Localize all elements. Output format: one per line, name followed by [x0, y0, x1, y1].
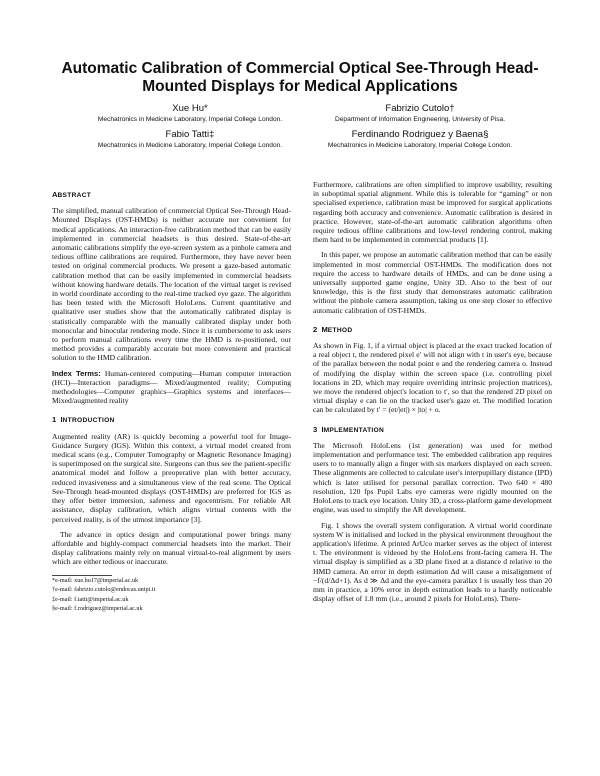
- paragraph: Fig. 1 shows the overall system configuration. A virtual world coordinate system W is initialised and locked in the physical environment throughout the application's lifetime. A printed ArUco marker serves as the object of interest t. The environment is videoed by the HoloLens front-facing camera H. The virtual display is simplified as a 3D plane fixed at a distance d relative to the HMD camera. An error in depth estimation Δd will cause a misalignment of −f/(d/Δd+1). As d ≫ Δd and the eye-camera parallax l is usually less than 20 mm in practice, a 10% error in depth estimation leads to a hardly noticeable display offset of 1.8 mm (i.e., around 2 pixels for HoloLens). There-: [313, 520, 552, 604]
- author-affiliation: Mechatronics in Medicine Laboratory, Imperial College London.: [97, 116, 283, 123]
- author-name: Fabrizio Cutolo†: [385, 103, 455, 114]
- section-heading-implementation: 3 IMPLEMENTATION: [313, 424, 385, 434]
- author-name: Xue Hu*: [172, 103, 208, 114]
- author-affiliation: Department of Information Engineering, University of Pisa.: [334, 116, 506, 123]
- abstract-text: The simplified, manual calibration of commercial Optical See-Through Head-Mounted Displays (OST-HMDs) is neither accurate nor convenient for medical applications. An interaction-free calibration method that can be easily implemented in commercial headsets is thus desired. State-of-the-art automatic calibrations simplify the eye-screen system as a pinhole camera and tedious offline calibrations are required. Furthermore, they have never been tested on original commercial products. We present a gaze-based automatic calibration method that can be easily implemented in commercial headsets without knowing hardware details. The location of the virtual target is revised in world coordinate according to the real-time tracked eye gaze. The algorithm has been tested with the Microsoft HoloLens. Current quantitative and qualitative user studies show that the automatically calibrated display is statistically comparable with the manually calibrated display under both monocular and binocular rendering mode. Since it is cumbersome to ask users to perform manual calibrations every time the HMD is re-positioned, our method provides a comparably accurate but more convenient and practical solution to the HMD calibration.: [52, 206, 291, 363]
- section-heading-method: 2 METHOD: [313, 324, 353, 334]
- author-affiliation: Mechatronics in Medicine Laboratory, Imperial College London.: [97, 142, 283, 149]
- paragraph: Furthermore, calibrations are often simplified to improve usability, resulting in suboptimal spatial alignment. While this is tolerable for “gaming” or non specialised experience, calibration must be improved for surgical applications regarding both accuracy and convenience. Automatic calibration is desired in practice. However, state-of-the-art automatic calibration algorithms often require tedious offline calibrations and low-level rendering control, making them hard to be implemented in commercial products [1].: [313, 180, 552, 245]
- footnote: *e-mail: xue.hu17@imperial.ac.uk: [52, 576, 139, 584]
- paragraph: The advance in optics design and computational power brings many affordable and highly-compact commercial headsets into the market. Their display calibrations mainly rely on manual virtual-to-real alignment by users which are either tedious or inaccurate.: [52, 529, 291, 567]
- index-terms-label: Index Terms:: [52, 368, 101, 378]
- paragraph: Augmented reality (AR) is quickly becoming a powerful tool for Image-Guidance Surgery (IGS). Within this context, a virtual model created from medical scans (e.g., Computer Tomography or Magnetic Resonance Imaging) is superimposed on the surgical site. Surgeons can thus see the patient-specific anatomical model and follow a preoperative plan with better accuracy, reduced invasiveness and a simultaneous view of the real scene. The Optical See-Through head-mounted displays (OST-HMDs) are preferred for IGS as they offer better immersion, safeness and egocentrism. For reliable AR assistance, display calibration, which aligns virtual contents with the perceived reality, is of the utmost importance [3].: [52, 431, 291, 524]
- author-affiliation: Mechatronics in Medicine Laboratory, Imperial College London.: [327, 142, 513, 149]
- left-column: [52, 180, 291, 614]
- footnote: ‡e-mail: f.tatti@imperial.ac.uk: [52, 595, 129, 603]
- index-terms: [52, 369, 291, 406]
- index-terms-text: Human-centered computing—Human computer interaction (HCI)—Interaction paradigms— Mixed/augmented reality; Computing methodologies—Computer graphics—Graphics systems and interfaces—Mixed/augmented reality: [52, 368, 292, 406]
- paper-title: Automatic Calibration of Commercial Optical See-Through Head-Mounted Displays for Medical Applications: [61, 60, 539, 95]
- footnote: §e-mail: f.rodriguez@imperial.ac.uk: [52, 605, 143, 613]
- author-name: Ferdinando Rodriguez y Baena§: [351, 129, 489, 140]
- abstract-heading: ABSTRACT: [52, 190, 92, 199]
- paragraph: The Microsoft HoloLens (1st generation) was used for method implementation and performance test. The embedded calibration app requires users to to manually align a finger with six markers displayed on each screen. These alignments are collected to calculate user's interpupillary distance (IPD) which is later utilised for personal parallax correction. Two 640 × 480 resolution, 120 fps Pupil Labs eye cameras were rigidly mounted on the HoloLens to track eye location. Unity 3D, a cross-platform game development engine, was used to simplify the AR development.: [313, 440, 552, 515]
- right-column: [313, 180, 552, 609]
- author-name: Fabio Tatti‡: [165, 129, 215, 140]
- footnote: †e-mail: fabrizio.cutolo@endocas.unipi.it: [52, 586, 156, 594]
- section-heading-introduction: 1 INTRODUCTION: [52, 415, 115, 425]
- paragraph: In this paper, we propose an automatic calibration method that can be easily implemented in most commercial OST-HMDs. The modification does not require the access to hardware details of HMDs, and can be done using a universally supported game engine, Unity 3D. Also to the best of our knowledge, this is the first study that demonstrates automatic calibration without the pinhole camera assumption, taking us one step closer to effective automatic calibration of OST-HMDs.: [313, 250, 552, 315]
- paragraph: As shown in Fig. 1, if a virtual object is placed at the exact tracked location of a real object t, the rendered pixel e′ will not align with t in user's eye, because of the parallax between the nodal point e and the rendering camera o. Instead of modifying the display within the screen space (i.e. controlling pixel locations in 2D, which may require overriding intrinsic projection matrices), we move the rendered object's location to t′, so that the rendered 2D pixel on virtual display e can lie on the tracked user's gaze et. The modified location can be calculated by t′ = (et/|et|) × |to| + o.: [313, 341, 552, 415]
